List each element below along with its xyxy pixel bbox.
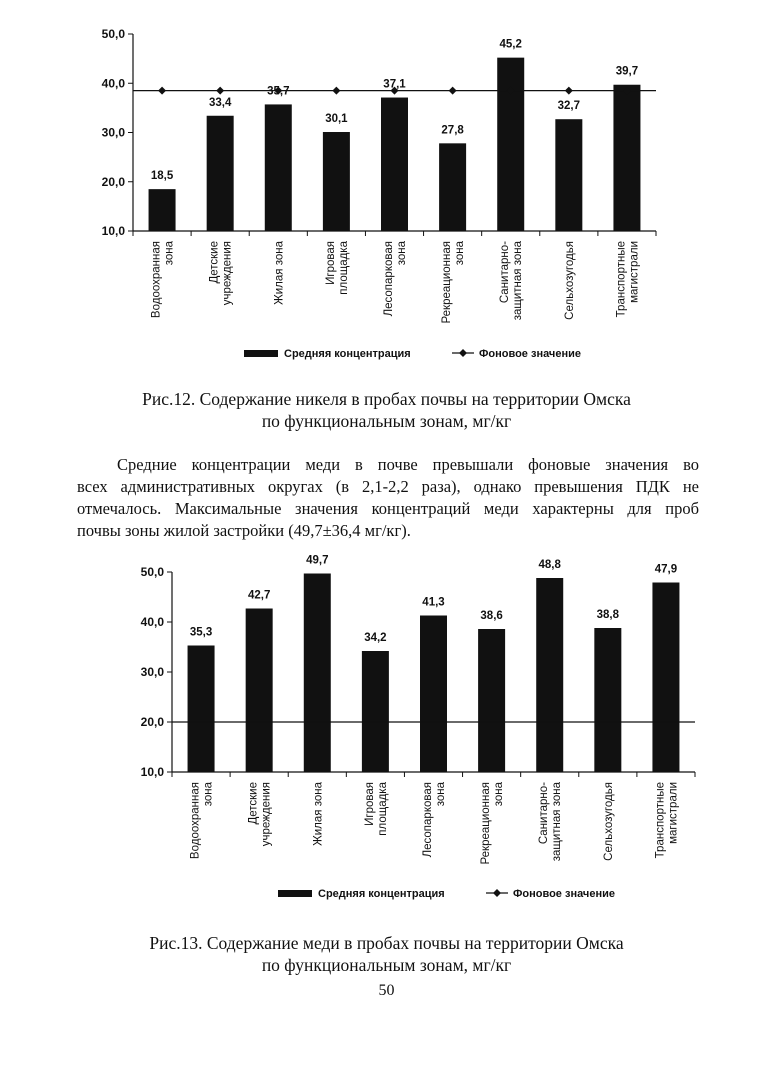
bar xyxy=(613,85,640,231)
data-label: 39,7 xyxy=(615,65,639,78)
bar xyxy=(149,189,176,231)
paragraph-line: всех административных округах (в 2,1-2,2 раза), однако превышения ПДК не xyxy=(77,477,699,496)
legend-line-label: Фоновое значение xyxy=(479,348,581,360)
category-label: площадка xyxy=(376,782,389,836)
bar xyxy=(652,583,679,773)
category-label: Лесопарковая xyxy=(422,782,434,858)
data-label: 37,1 xyxy=(383,78,406,91)
caption-line: по функциональным зонам, мг/кг xyxy=(261,955,512,975)
legend-bar-swatch xyxy=(278,890,312,897)
data-label: 34,2 xyxy=(364,632,387,644)
data-label: 35,7 xyxy=(267,85,290,98)
y-tick-label: 20,0 xyxy=(101,174,125,189)
y-tick-label: 40,0 xyxy=(101,76,125,91)
category-label: защитная зона xyxy=(512,241,525,321)
category-label: Рекреационная xyxy=(441,241,454,324)
bar xyxy=(420,616,447,773)
category-label: Водоохранная xyxy=(189,782,202,860)
legend-bar-label: Средняя концентрация xyxy=(284,348,411,360)
y-tick-label: 20,0 xyxy=(140,715,164,729)
y-tick-label: 10,0 xyxy=(140,765,164,779)
category-label: Сельхозугодья xyxy=(563,241,576,320)
data-label: 35,3 xyxy=(189,626,213,639)
category-label: зона xyxy=(396,241,408,266)
line-marker xyxy=(216,87,224,95)
bar xyxy=(497,58,524,231)
caption-line: Рис.13. Содержание меди в пробах почвы на территории Омска xyxy=(149,933,624,953)
category-label: Санитарно- xyxy=(499,241,512,304)
y-tick-label: 10,0 xyxy=(101,224,125,238)
data-label: 38,6 xyxy=(480,610,503,622)
category-label: Водоохранная xyxy=(150,241,163,319)
category-label: зона xyxy=(454,241,467,266)
data-label: 32,7 xyxy=(557,100,581,113)
legend-bar-label: Средняя концентрация xyxy=(318,888,445,900)
data-label: 41,3 xyxy=(422,596,445,609)
body-paragraph xyxy=(77,454,699,542)
bar xyxy=(594,628,621,772)
figure-13-caption xyxy=(0,932,773,976)
bar xyxy=(362,651,389,772)
data-label: 42,7 xyxy=(247,589,271,602)
category-label: зона xyxy=(493,782,506,807)
category-label: Транспортные xyxy=(654,782,667,859)
legend-line-label: Фоновое значение xyxy=(513,888,615,900)
category-label: учреждения xyxy=(260,782,273,847)
bar xyxy=(188,646,215,773)
data-label: 47,9 xyxy=(654,563,678,576)
line-marker xyxy=(158,87,166,95)
category-label: зона xyxy=(435,782,447,807)
figure-12-caption xyxy=(0,388,773,432)
category-label: Лесопарковая xyxy=(383,241,395,317)
category-label: зона xyxy=(163,241,176,266)
bar xyxy=(478,629,505,772)
page-number: 50 xyxy=(378,982,395,999)
data-label: 27,8 xyxy=(441,124,464,137)
caption-line: по функциональным зонам, мг/кг xyxy=(261,411,512,431)
category-label: зона xyxy=(202,782,215,807)
bar xyxy=(536,578,563,772)
category-label: магистрали xyxy=(667,782,680,844)
data-label: 33,4 xyxy=(208,96,232,109)
data-label: 48,8 xyxy=(538,559,561,571)
nickel-chart xyxy=(0,0,773,370)
data-label: 30,1 xyxy=(325,113,348,126)
bar xyxy=(304,574,331,773)
paragraph-line: отмечалось. Максимальные значения концентраций меди характерны для проб xyxy=(77,499,699,518)
legend-line-marker xyxy=(493,889,501,897)
category-label: Детские xyxy=(208,241,221,284)
data-label: 49,7 xyxy=(306,554,329,567)
category-label: защитная зона xyxy=(551,782,564,862)
bar xyxy=(323,132,350,231)
y-tick-label: 50,0 xyxy=(140,565,164,579)
category-label: Игровая xyxy=(363,782,376,826)
category-label: Сельхозугодья xyxy=(602,782,615,861)
line-marker xyxy=(449,87,457,95)
bar xyxy=(555,119,582,231)
bar xyxy=(246,609,273,773)
category-label: Детские xyxy=(247,782,260,825)
category-label: учреждения xyxy=(221,241,234,306)
paragraph-line: почвы зоны жилой застройки (49,7±36,4 мг/кг). xyxy=(77,521,411,540)
paragraph-line: Средние концентрации меди в почве превышали фоновые значения во xyxy=(117,455,699,474)
copper-chart xyxy=(0,550,773,910)
data-label: 38,8 xyxy=(596,609,620,621)
category-label: Жилая зона xyxy=(312,782,325,846)
legend-line-marker xyxy=(459,349,467,357)
bar xyxy=(265,104,292,231)
legend-bar-swatch xyxy=(244,350,278,357)
data-label: 45,2 xyxy=(499,38,522,51)
category-label: Жилая зона xyxy=(273,241,286,305)
caption-line: Рис.12. Содержание никеля в пробах почвы на территории Омска xyxy=(142,389,631,409)
bar xyxy=(439,143,466,231)
category-label: Игровая xyxy=(324,241,337,285)
line-marker xyxy=(332,87,340,95)
line-marker xyxy=(565,87,573,95)
bar xyxy=(207,116,234,231)
y-tick-label: 50,0 xyxy=(101,27,125,41)
y-tick-label: 30,0 xyxy=(140,665,164,679)
bar xyxy=(381,98,408,231)
data-label: 18,5 xyxy=(150,170,174,183)
category-label: магистрали xyxy=(628,241,641,303)
category-label: Транспортные xyxy=(615,241,628,318)
category-label: Рекреационная xyxy=(480,782,493,865)
category-label: Санитарно- xyxy=(538,782,551,845)
category-label: площадка xyxy=(337,241,350,295)
y-tick-label: 30,0 xyxy=(101,125,125,140)
y-tick-label: 40,0 xyxy=(140,615,164,629)
